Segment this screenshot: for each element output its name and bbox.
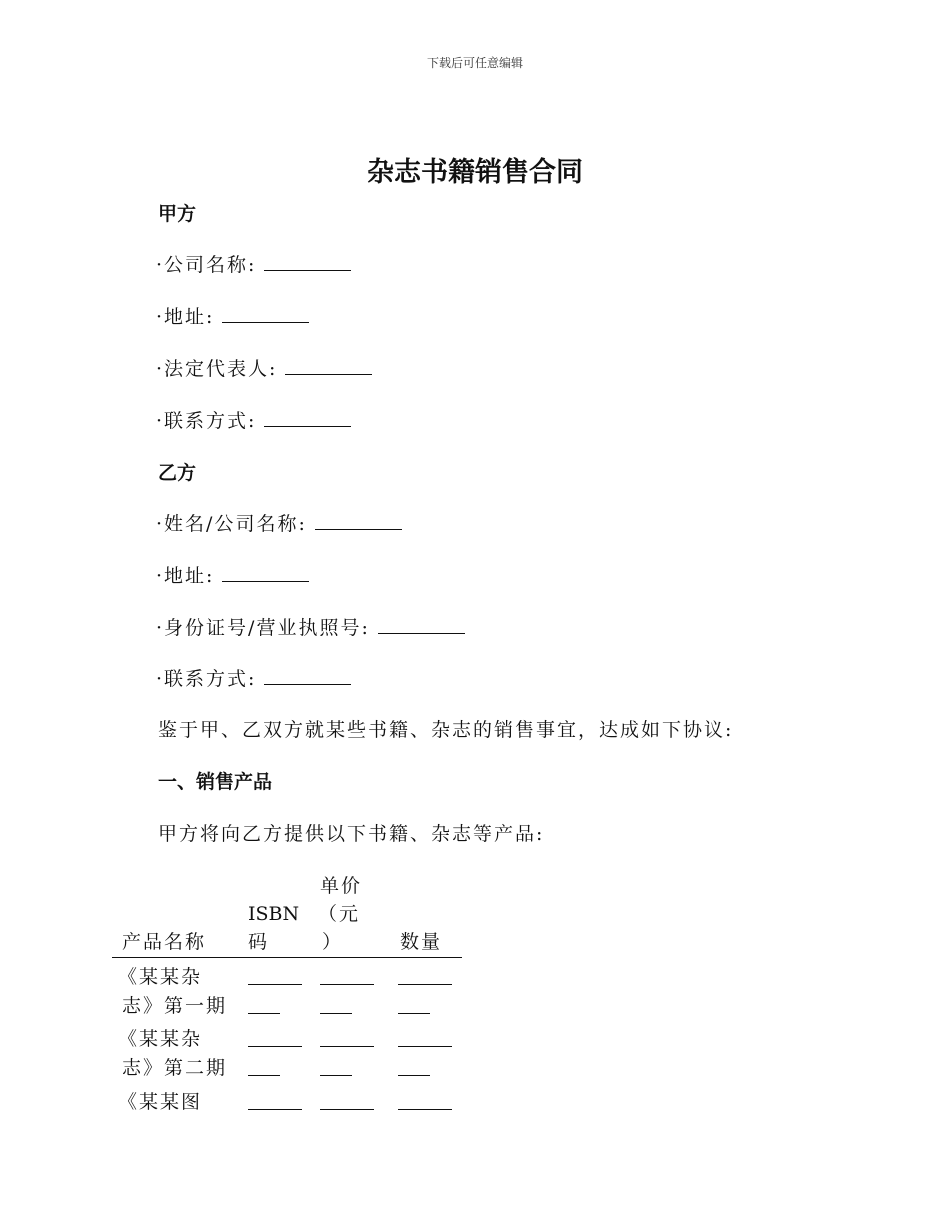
quantity-blank-line: [398, 1109, 452, 1110]
blank-line: [264, 425, 351, 427]
blank-line: [378, 632, 465, 634]
party-a-legal-rep-field: [156, 354, 372, 381]
document-title: 杂志书籍销售合同: [367, 157, 583, 188]
field-label: ·法定代表人:: [156, 358, 278, 380]
section-1-heading: 一、销售产品: [158, 771, 273, 793]
isbn-blank-line: [248, 1075, 280, 1076]
party-b-heading: 乙方: [158, 462, 197, 484]
table-header-quantity: 数量: [400, 931, 443, 953]
party-b-contact-field: [156, 664, 351, 691]
table-header-price-unit: （元: [318, 903, 361, 925]
field-label: ·联系方式:: [156, 668, 257, 690]
price-blank-line: [320, 1013, 352, 1014]
table-header-isbn-suffix: 码: [248, 931, 270, 953]
blank-line: [264, 683, 351, 685]
table-header-price-close: ）: [322, 931, 344, 953]
field-label: ·联系方式:: [156, 410, 257, 432]
table-header-rule: [112, 957, 462, 958]
section-1-text: 甲方将向乙方提供以下书籍、杂志等产品:: [158, 823, 545, 845]
quantity-blank-line: [398, 1075, 430, 1076]
party-b-id-field: [156, 613, 465, 640]
row-product-line-1: 《某某杂: [118, 1028, 203, 1050]
table-header-product-name: 产品名称: [122, 931, 207, 953]
price-blank-line: [320, 1109, 374, 1110]
party-a-company-name-field: [156, 250, 351, 277]
header-note: 下载后可任意编辑: [426, 56, 523, 70]
price-blank-line: [320, 1075, 352, 1076]
row-product-line-2: 志》第二期: [122, 1057, 228, 1079]
intro-paragraph: 鉴于甲、乙双方就某些书籍、杂志的销售事宜，达成如下协议:: [158, 719, 734, 741]
row-product-line-2: 志》第一期: [122, 995, 228, 1017]
isbn-blank-line: [248, 984, 302, 985]
party-a-heading: 甲方: [158, 203, 197, 225]
row-product-line-1: 《某某图: [118, 1091, 203, 1113]
field-label: ·姓名/公司名称:: [156, 513, 307, 535]
blank-line: [285, 373, 372, 375]
isbn-blank-line: [248, 1046, 302, 1047]
blank-line: [264, 269, 351, 271]
party-b-name-field: [156, 509, 402, 536]
blank-line: [222, 580, 309, 582]
party-a-address-field: [156, 302, 309, 329]
table-header-price: 单价: [320, 875, 363, 897]
row-product-line-1: 《某某杂: [118, 966, 203, 988]
blank-line: [315, 528, 402, 530]
table-header-isbn: ISBN: [248, 903, 300, 925]
quantity-blank-line: [398, 1013, 430, 1014]
isbn-blank-line: [248, 1109, 302, 1110]
field-label: ·地址:: [156, 565, 215, 587]
price-blank-line: [320, 1046, 374, 1047]
field-label: ·地址:: [156, 306, 215, 328]
party-a-contact-field: [156, 406, 351, 433]
field-label: ·身份证号/营业执照号:: [156, 617, 370, 639]
price-blank-line: [320, 984, 374, 985]
quantity-blank-line: [398, 1046, 452, 1047]
quantity-blank-line: [398, 984, 452, 985]
party-b-address-field: [156, 561, 309, 588]
blank-line: [222, 321, 309, 323]
isbn-blank-line: [248, 1013, 280, 1014]
field-label: ·公司名称:: [156, 254, 257, 276]
